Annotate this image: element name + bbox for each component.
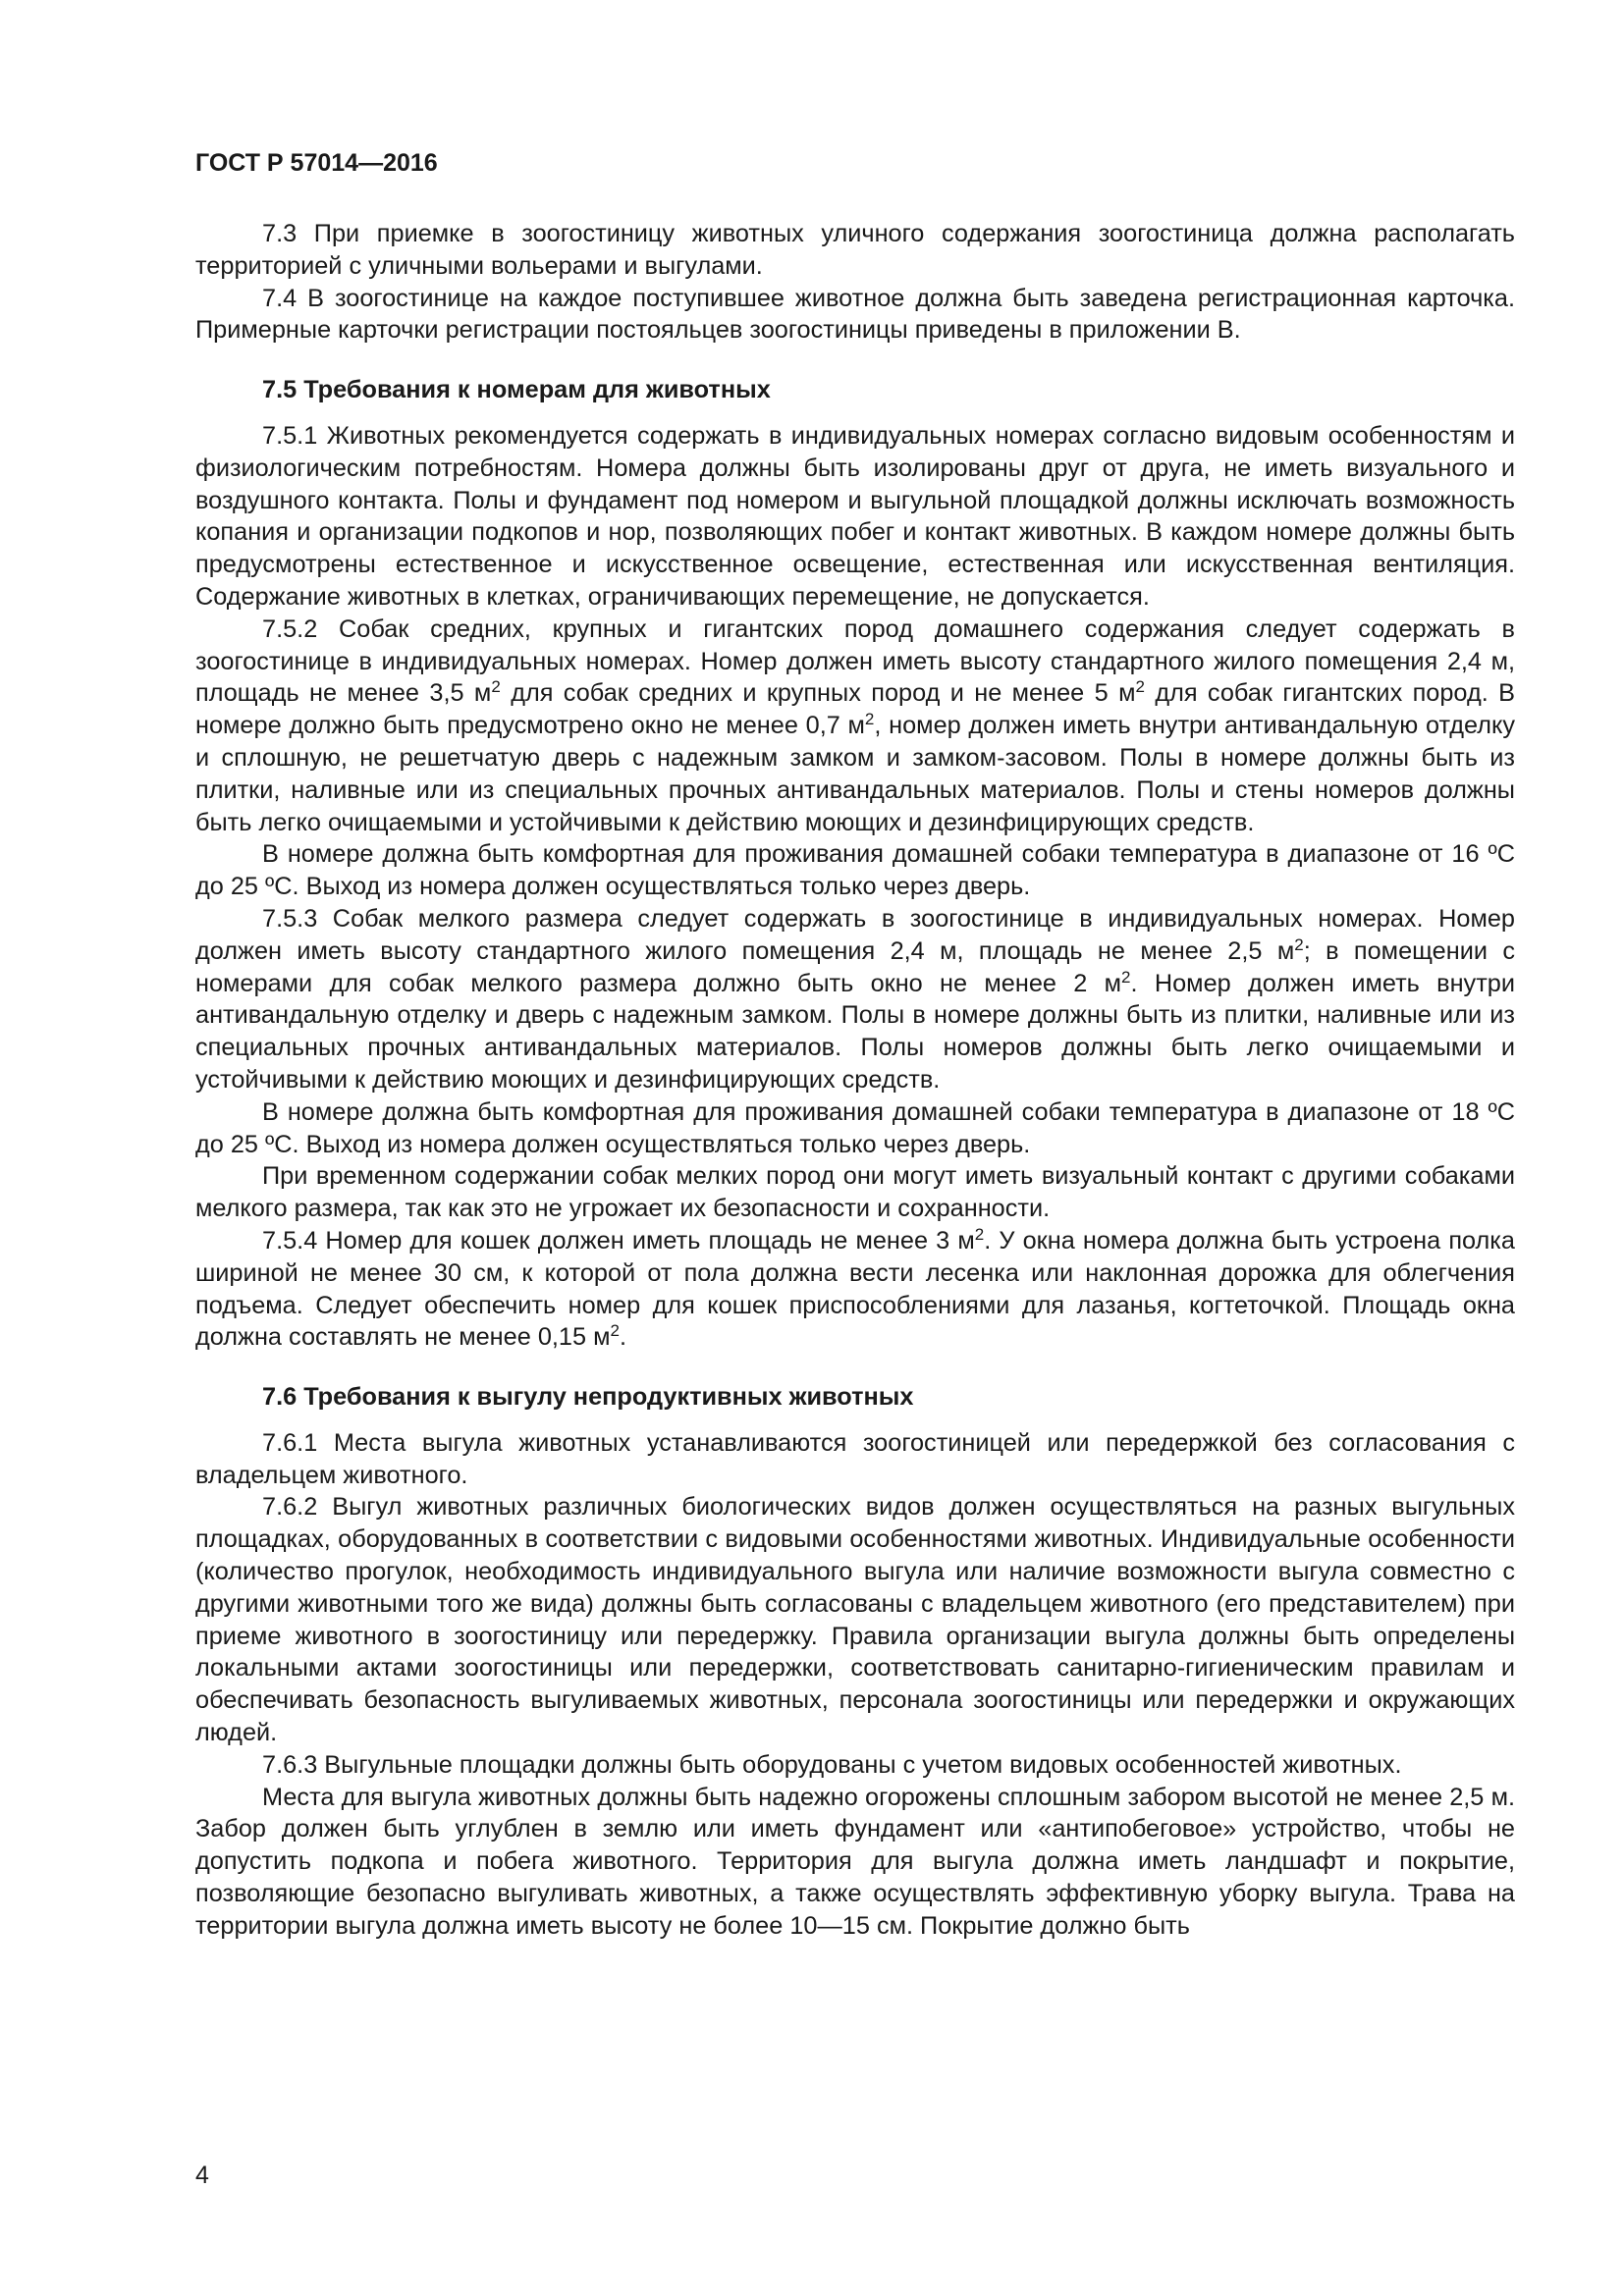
paragraph-7-3: 7.3 При приемке в зоогостиницу животных уличного содержания зоогостиница должна располагать территорией с уличными вольерами и выгулами.: [195, 220, 1515, 280]
text-run: для собак гигантских пород. В номере должно быть предусмотрено окно не менее 0,7 м: [195, 679, 1515, 740]
text-run: для собак средних и крупных пород и не менее 5 м: [500, 679, 1136, 708]
text-run: . Номер должен иметь внутри антивандальную отделку и дверь с надежным замком. Полы в номере должны быть из плитки, наливные или из специальных прочных антивандальных материалов. Полы номеров должны быть легко очищаемыми и устойчивыми к действию моющих и дезинфицирующих средств.: [195, 969, 1515, 1094]
paragraph-temperature-large: В номере должна быть комфортная для проживания домашней собаки температура в диапазоне от 16 ºС до 25 ºС. Выход из номера должен осуществляться только через дверь.: [195, 840, 1515, 901]
superscript: 2: [610, 1321, 620, 1341]
paragraph-7-5-3: [195, 903, 1515, 1096]
superscript: 2: [974, 1224, 985, 1244]
paragraph-7-5-2: [195, 614, 1515, 839]
superscript: 2: [864, 710, 875, 729]
superscript: 2: [1294, 934, 1304, 954]
text-run: . У окна номера должна быть устроена полка шириной не менее 30 см, к которой от пола должна вести лесенка или наклонная дорожка для облегчения подъема. Следует обеспечить номер для кошек приспособлениями для лазанья, когтеточкой. Площадь окна должна составлять не менее 0,15 м: [195, 1226, 1515, 1352]
superscript: 2: [491, 677, 501, 697]
standard-header: ГОСТ Р 57014—2016: [195, 149, 438, 177]
document-page: [195, 147, 1515, 1943]
text-run: , номер должен иметь внутри антивандальную отделку и сплошную, не решетчатую дверь с надежным замком и замком-засовом. Полы в номере должны быть из плитки, наливные или из специальных прочных антивандальных материалов. Полы и стены номеров должны быть легко очищаемыми и устойчивыми к действию моющих и дезинфицирующих средств.: [195, 712, 1515, 836]
section-heading-7-6: 7.6 Требования к выгулу непродуктивных животных: [262, 1383, 914, 1412]
text-run: .: [619, 1323, 626, 1352]
paragraph-7-6-2: 7.6.2 Выгул животных различных биологических видов должен осуществляться на разных выгульных площадках, оборудованных в соответствии с видовыми особенностями животных. Индивидуальные особенности (количество прогулок, необходимость индивидуального выгула или наличие возможности выгула совместно с другими животными того же вида) должны быть согласованы с владельцем животного (его представителем) при приеме животного в зоогостиницу или передержку. Правила организации выгула должны быть определены локальными актами зоогостиницы или передержки, соответствовать санитарно-гигиеническим правилам и обеспечивать безопасность выгуливаемых животных, персонала зоогостиницы или передержки и окружающих людей.: [195, 1493, 1515, 1747]
superscript: 2: [1121, 967, 1131, 987]
paragraph-small-dogs-contact: При временном содержании собак мелких пород они могут иметь визуальный контакт с другими собаками мелкого размера, так как это не угрожает их безопасности и сохранности.: [195, 1162, 1515, 1223]
paragraph-7-4: 7.4 В зоогостинице на каждое поступившее животное должна быть заведена регистрационная карточка. Примерные карточки регистрации постояльцев зоогостиницы приведены в приложении В.: [195, 284, 1515, 345]
superscript: 2: [1135, 677, 1145, 697]
section-heading-7-5: 7.5 Требования к номерам для животных: [262, 376, 771, 404]
paragraph-7-6-1: 7.6.1 Места выгула животных устанавливаются зоогостиницей или передержкой без согласования с владельцем животного.: [195, 1428, 1515, 1489]
text-run: ; в помещении с номерами для собак мелкого размера должно быть окно не менее 2 м: [195, 936, 1515, 997]
text-run: 7.5.2 Собак средних, крупных и гигантских пород домашнего содержания следует содержать в зоогостинице в индивидуальных номерах. Номер должен иметь высоту стандартного жилого помещения 2,4 м, площадь не менее 3,5 м: [195, 614, 1515, 708]
text-run: 7.5.4 Номер для кошек должен иметь площадь не менее 3 м: [262, 1226, 975, 1255]
paragraph-temperature-small: В номере должна быть комфортная для проживания домашней собаки температура в диапазоне от 18 ºС до 25 ºС. Выход из номера должен осуществляться только через дверь.: [195, 1097, 1515, 1158]
paragraph-7-5-1: 7.5.1 Животных рекомендуется содержать в индивидуальных номерах согласно видовым особенностям и физиологическим потребностям. Номера должны быть изолированы друг от друга, не иметь визуального и воздушного контакта. Полы и фундамент под номером и выгульной площадкой должны исключать возможность копания и организации подкопов и нор, позволяющих побег и контакт животных. В каждом номере должны быть предусмотрены естественное и искусственное освещение, естественная или искусственная вентиляция. Содержание животных в клетках, ограничивающих перемещение, не допускается.: [195, 421, 1515, 611]
paragraph-7-6-3: 7.6.3 Выгульные площадки должны быть оборудованы с учетом видовых особенностей животных.: [262, 1750, 1402, 1779]
page-number: 4: [195, 2162, 209, 2189]
paragraph-fencing: Места для выгула животных должны быть надежно огорожены сплошным забором высотой не менее 2,5 м. Забор должен быть углублен в землю или иметь фундамент или «антипобеговое» устройство, чтобы не допустить подкопа и побега животного. Территория для выгула должна иметь ландшафт и покрытие, позволяющие безопасно выгуливать животных, а также осуществлять эффективную уборку выгула. Трава на территории выгула должна иметь высоту не более 10—15 см. Покрытие должно быть: [195, 1783, 1515, 1940]
paragraph-7-5-4: [195, 1225, 1515, 1354]
text-run: 7.5.3 Собак мелкого размера следует содержать в зоогостинице в индивидуальных номерах. Номер должен иметь высоту стандартного жилого помещения 2,4 м, площадь не менее 2,5 м: [195, 904, 1515, 965]
